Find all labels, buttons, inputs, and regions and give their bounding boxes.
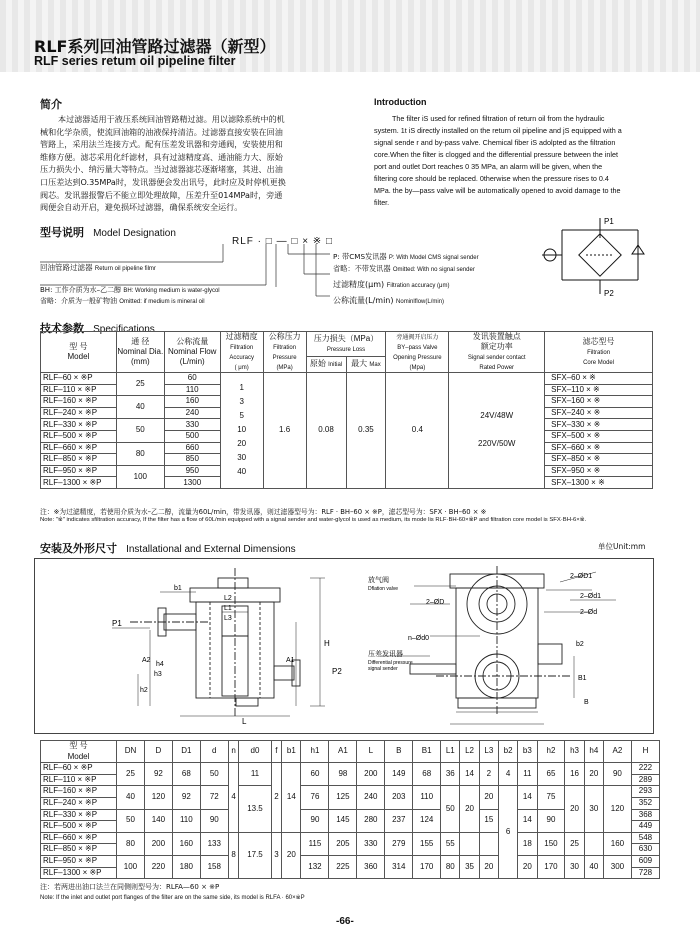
page-number: -66-	[336, 916, 354, 927]
spec-accuracy-cell: 1 3 5 10 20 30 40	[220, 373, 263, 489]
svg-text:A1: A1	[286, 657, 295, 664]
spec-model: RLF–160 × ※P	[41, 396, 117, 408]
specs-table	[40, 331, 653, 489]
designation-p-signal: P: 带CMS发讯器 P: With Model CMS signal sender	[333, 252, 479, 261]
designation-flow: 公称流量(L/min) Nominlflow(L/min)	[333, 296, 445, 305]
specs-note-cn: 注：※为过滤精度，若使用介质为水–乙二醇，流量为60L/min，带发讯器，则过滤器型号为：RLF · BH–60 × ※P，滤芯型号为：SFX · BH–60 × ※	[40, 508, 487, 516]
intro-line: MPa. the by—pass valve will be automatically opened to avoid damage to the	[374, 186, 621, 195]
spec-model: RLF–500 × ※P	[41, 430, 117, 442]
intro-line: 本过滤器适用于液压系统回油管路精过滤。用以滤除系统中的机	[58, 114, 285, 124]
intro-line: The filter iS used for refined filtration of return oil from the hydraulic	[392, 114, 605, 123]
intro-heading-en: Introduction	[374, 97, 427, 107]
svg-text:n–Ød0: n–Ød0	[408, 635, 430, 642]
deflate-valve-label-en: Dflation valve	[368, 586, 399, 592]
spec-flow: 850	[164, 454, 220, 466]
designation-heading: 型号说明 Model Designation	[40, 226, 176, 239]
intro-line: signal sende r and by-pass valve. Chemical fiber iS adolpted as the filtration	[374, 138, 616, 147]
spec-core: SFX–850 × ※	[545, 454, 653, 466]
spec-model: RLF–950 × ※P	[41, 465, 117, 477]
svg-text:B: B	[584, 699, 589, 706]
spec-h-bypass: 旁通阀开启压力 BY–pass Valve Opening Pressure (Mpa)	[386, 332, 449, 373]
svg-text:2–ØD1: 2–ØD1	[570, 573, 593, 580]
designation-omit-medium: 省略：介质为一般矿物油 Omitted: if medium is mineral oil	[40, 297, 205, 305]
dims-note-cn: 注：若两进出油口法兰在同侧则型号为：RLFA—60 × ※P	[40, 883, 220, 891]
intro-line: filtering core should be replaced. 0therwise when the pressure rises to 0.4	[374, 174, 609, 183]
spec-h-signal: 发讯装置触点 额定功率 Signal sender contact Rated Power	[449, 332, 545, 373]
svg-text:b2: b2	[576, 641, 584, 648]
front-view-drawing	[110, 566, 340, 728]
side-view-drawing	[340, 564, 640, 730]
spec-model: RLF–1300 × ※P	[41, 477, 117, 489]
spec-core: SFX–330 × ※	[545, 419, 653, 431]
spec-h-flow: 公称流量 Nominal Flow (L/min)	[164, 332, 220, 373]
spec-flow: 660	[164, 442, 220, 454]
spec-flow: 500	[164, 430, 220, 442]
svg-text:A2: A2	[142, 657, 151, 664]
page-title: RLF系列回油管路过滤器（新型）	[34, 37, 276, 56]
spec-core: SFX–60 × ※	[545, 373, 653, 385]
intro-line: 阀便会自动开启，避免损坏过滤器，确保系统安全运行。	[40, 202, 243, 213]
designation-accuracy: 过滤精度(μm) Filtration accuracy (μm)	[333, 280, 450, 289]
spec-power: 24V/48W 220V/50W	[449, 373, 545, 489]
spec-core: SFX–240 × ※	[545, 407, 653, 419]
spec-h-pressure: 公称压力 Filtration Pressure (MPa)	[263, 332, 306, 373]
spec-h-dia: 通 径 Nominal Dia. (mm)	[116, 332, 164, 373]
spec-dia: 25	[116, 373, 164, 396]
intro-line: 维修方便。滤芯采用化纤滤材，具有过滤精度高、通油能力大、原始	[40, 151, 283, 162]
svg-text:2–Ød1: 2–Ød1	[580, 593, 602, 600]
spec-dia: 50	[116, 419, 164, 442]
specs-note-en: Note: "※" indicates sfiltration accuracy, If the filter has a flow of 60L/min equipped with a signal sender and water-glycol is used as medium, its mode lis RLF·BH-60×※P and filtration core model is SFX·BH-6×※.	[40, 517, 587, 523]
spec-core: SFX–950 × ※	[545, 465, 653, 477]
intro-line: 压力损失小、纳污量大等特点。当过滤器滤芯逐渐堵塞，其进、出油	[40, 164, 283, 175]
designation-pipeline: 回油管路过滤器 Return oil pipeline filmr	[40, 263, 156, 272]
intro-line: core.When the filter is clogged and the differential pressure between the inlet	[374, 150, 618, 159]
spec-h-loss: 压力损失（MPa） Pressure Loss	[306, 332, 386, 357]
spec-flow: 950	[164, 465, 220, 477]
unit-label: 单位Unit:mm	[598, 542, 646, 551]
spec-model: RLF–850 × ※P	[41, 454, 117, 466]
spec-model: RLF–330 × ※P	[41, 419, 117, 431]
svg-text:H: H	[324, 639, 330, 648]
spec-model: RLF–110 × ※P	[41, 384, 117, 396]
intro-text-en	[374, 113, 664, 209]
spec-pressure: 1.6	[263, 373, 306, 489]
intro-line: system. 1t iS directly installed on the return oil pipeline and jS equipped with a	[374, 126, 622, 135]
svg-text:L3: L3	[224, 615, 232, 622]
hydraulic-symbol	[540, 210, 660, 300]
svg-text:2–ØD: 2–ØD	[426, 599, 445, 606]
spec-initial: 0.08	[306, 373, 346, 489]
intro-line: filter.	[374, 198, 390, 207]
spec-dia: 40	[116, 396, 164, 419]
spec-core: SFX–500 × ※	[545, 430, 653, 442]
symbol-p1: P1	[604, 217, 614, 226]
spec-flow: 160	[164, 396, 220, 408]
svg-text:P2: P2	[332, 667, 342, 676]
spec-flow: 60	[164, 373, 220, 385]
install-heading: 安装及外形尺寸 Installational and External Dimensions	[40, 542, 296, 555]
svg-text:b1: b1	[174, 585, 182, 592]
intro-line: 口压差达到O.35MPa时，发讯器便会发出讯号，此时应及时停机更换	[40, 176, 286, 187]
spec-bypass: 0.4	[386, 373, 449, 489]
specs-heading: 技术参数 Specifications	[40, 322, 155, 335]
intro-line: 管路上，采用法兰连接方式。配有压差发讯器和旁通阀，安装使用和	[40, 139, 283, 150]
spec-flow: 240	[164, 407, 220, 419]
spec-model: RLF–240 × ※P	[41, 407, 117, 419]
designation-bh: BH: 工作介质为水–乙二醇 BH: Working medium is water-glycol	[40, 286, 220, 294]
spec-max: 0.35	[346, 373, 386, 489]
deflate-valve-label: 放气阀	[368, 577, 389, 584]
svg-text:L2: L2	[224, 595, 232, 602]
designation-omit-signal: 省略：不带发讯器 Omitted: With no signal sender	[333, 264, 475, 273]
dims-table: 型 号 Model DN D D1 d n d0 f b1 h1 A1 L B B1 L1 L2 L3 b2 b3 h2 h3 h4 A2 H RLF–60 × ※P 25 92 68 50 4 11 2 14 60 98 200 149 68 36 14 2 4 11 65 16 20 90 222 RLF–110 × ※P 289 RLF–160 × ※P 40 120 92 72 13.5 76 125 240 203 110 50 20 20 6 14 75 20 30 120 293 RLF–240 × ※P 352 RLF–330 × ※P 50 140 110 90 90 145 280 237 124 15 14 90 368 RLF–500 × ※P 449 RLF–660 × ※P 80 200 160 133 8 17.5 3 20 115 205 330 279 155 55 18 150 25 160 548 RLF–850 × ※P 630 RLF–950 × ※P 100 220 180 158 132 225 360 314 170 80 35 20 20 170 30 40 300 609 RLF–1300 × ※P 728	[40, 740, 660, 879]
svg-text:L1: L1	[224, 605, 232, 612]
spec-core: SFX–160 × ※	[545, 396, 653, 408]
svg-text:Differential pressure: Differential pressure	[368, 660, 413, 666]
svg-text:h3: h3	[154, 671, 162, 678]
svg-text:B1: B1	[578, 675, 587, 682]
spec-core: SFX–660 × ※	[545, 442, 653, 454]
designation-code: RLF · □ — □ × ※ □	[232, 236, 334, 247]
svg-text:L: L	[242, 717, 247, 726]
spec-h-accuracy: 过滤精度 Filtration Accuracy ( μm)	[220, 332, 263, 373]
svg-text:signal sender: signal sender	[368, 666, 398, 672]
spec-model: RLF–660 × ※P	[41, 442, 117, 454]
spec-h-core: 滤芯型号 Filtration Core Model	[545, 332, 653, 373]
svg-text:P1: P1	[112, 619, 122, 628]
intro-line: 阀芯。发讯器报警后不能立即处理故障，压差升至014MPa时，旁通	[40, 189, 283, 200]
dims-note-en: Note: If the inlet and outlet port flanges of the filter are on the same side, its model is RLFA · 60×※P	[40, 895, 305, 901]
svg-text:2–Ød: 2–Ød	[580, 609, 598, 616]
intro-line: 械和化学杂质，使流回油箱的油液保持清洁。过滤器直接安装在回油	[40, 126, 283, 137]
spec-h-max: 最大 Max	[346, 356, 386, 372]
symbol-p2: P2	[604, 289, 614, 298]
spec-h-initial: 原始 Initial	[306, 356, 346, 372]
dim-h-model: 型 号 Model	[41, 741, 117, 763]
sender-label: 压差发讯器	[368, 651, 403, 658]
page-subtitle: RLF series retum oil pipeline filter	[34, 54, 236, 68]
spec-model: RLF–60 × ※P	[41, 373, 117, 385]
spec-flow: 1300	[164, 477, 220, 489]
spec-core: SFX–110 × ※	[545, 384, 653, 396]
spec-flow: 110	[164, 384, 220, 396]
svg-text:h4: h4	[156, 661, 164, 668]
spec-flow: 330	[164, 419, 220, 431]
svg-text:h2: h2	[140, 687, 148, 694]
spec-dia: 80	[116, 442, 164, 465]
intro-heading-cn: 简介	[40, 98, 62, 111]
spec-dia: 100	[116, 465, 164, 488]
spec-h-model: 型 号 Model	[41, 332, 117, 373]
intro-line: port and outlet Dort reaches 0 35 MPa, an alarm will be given, when the	[374, 162, 603, 171]
intro-text-cn	[40, 113, 355, 214]
spec-core: SFX–1300 × ※	[545, 477, 653, 489]
